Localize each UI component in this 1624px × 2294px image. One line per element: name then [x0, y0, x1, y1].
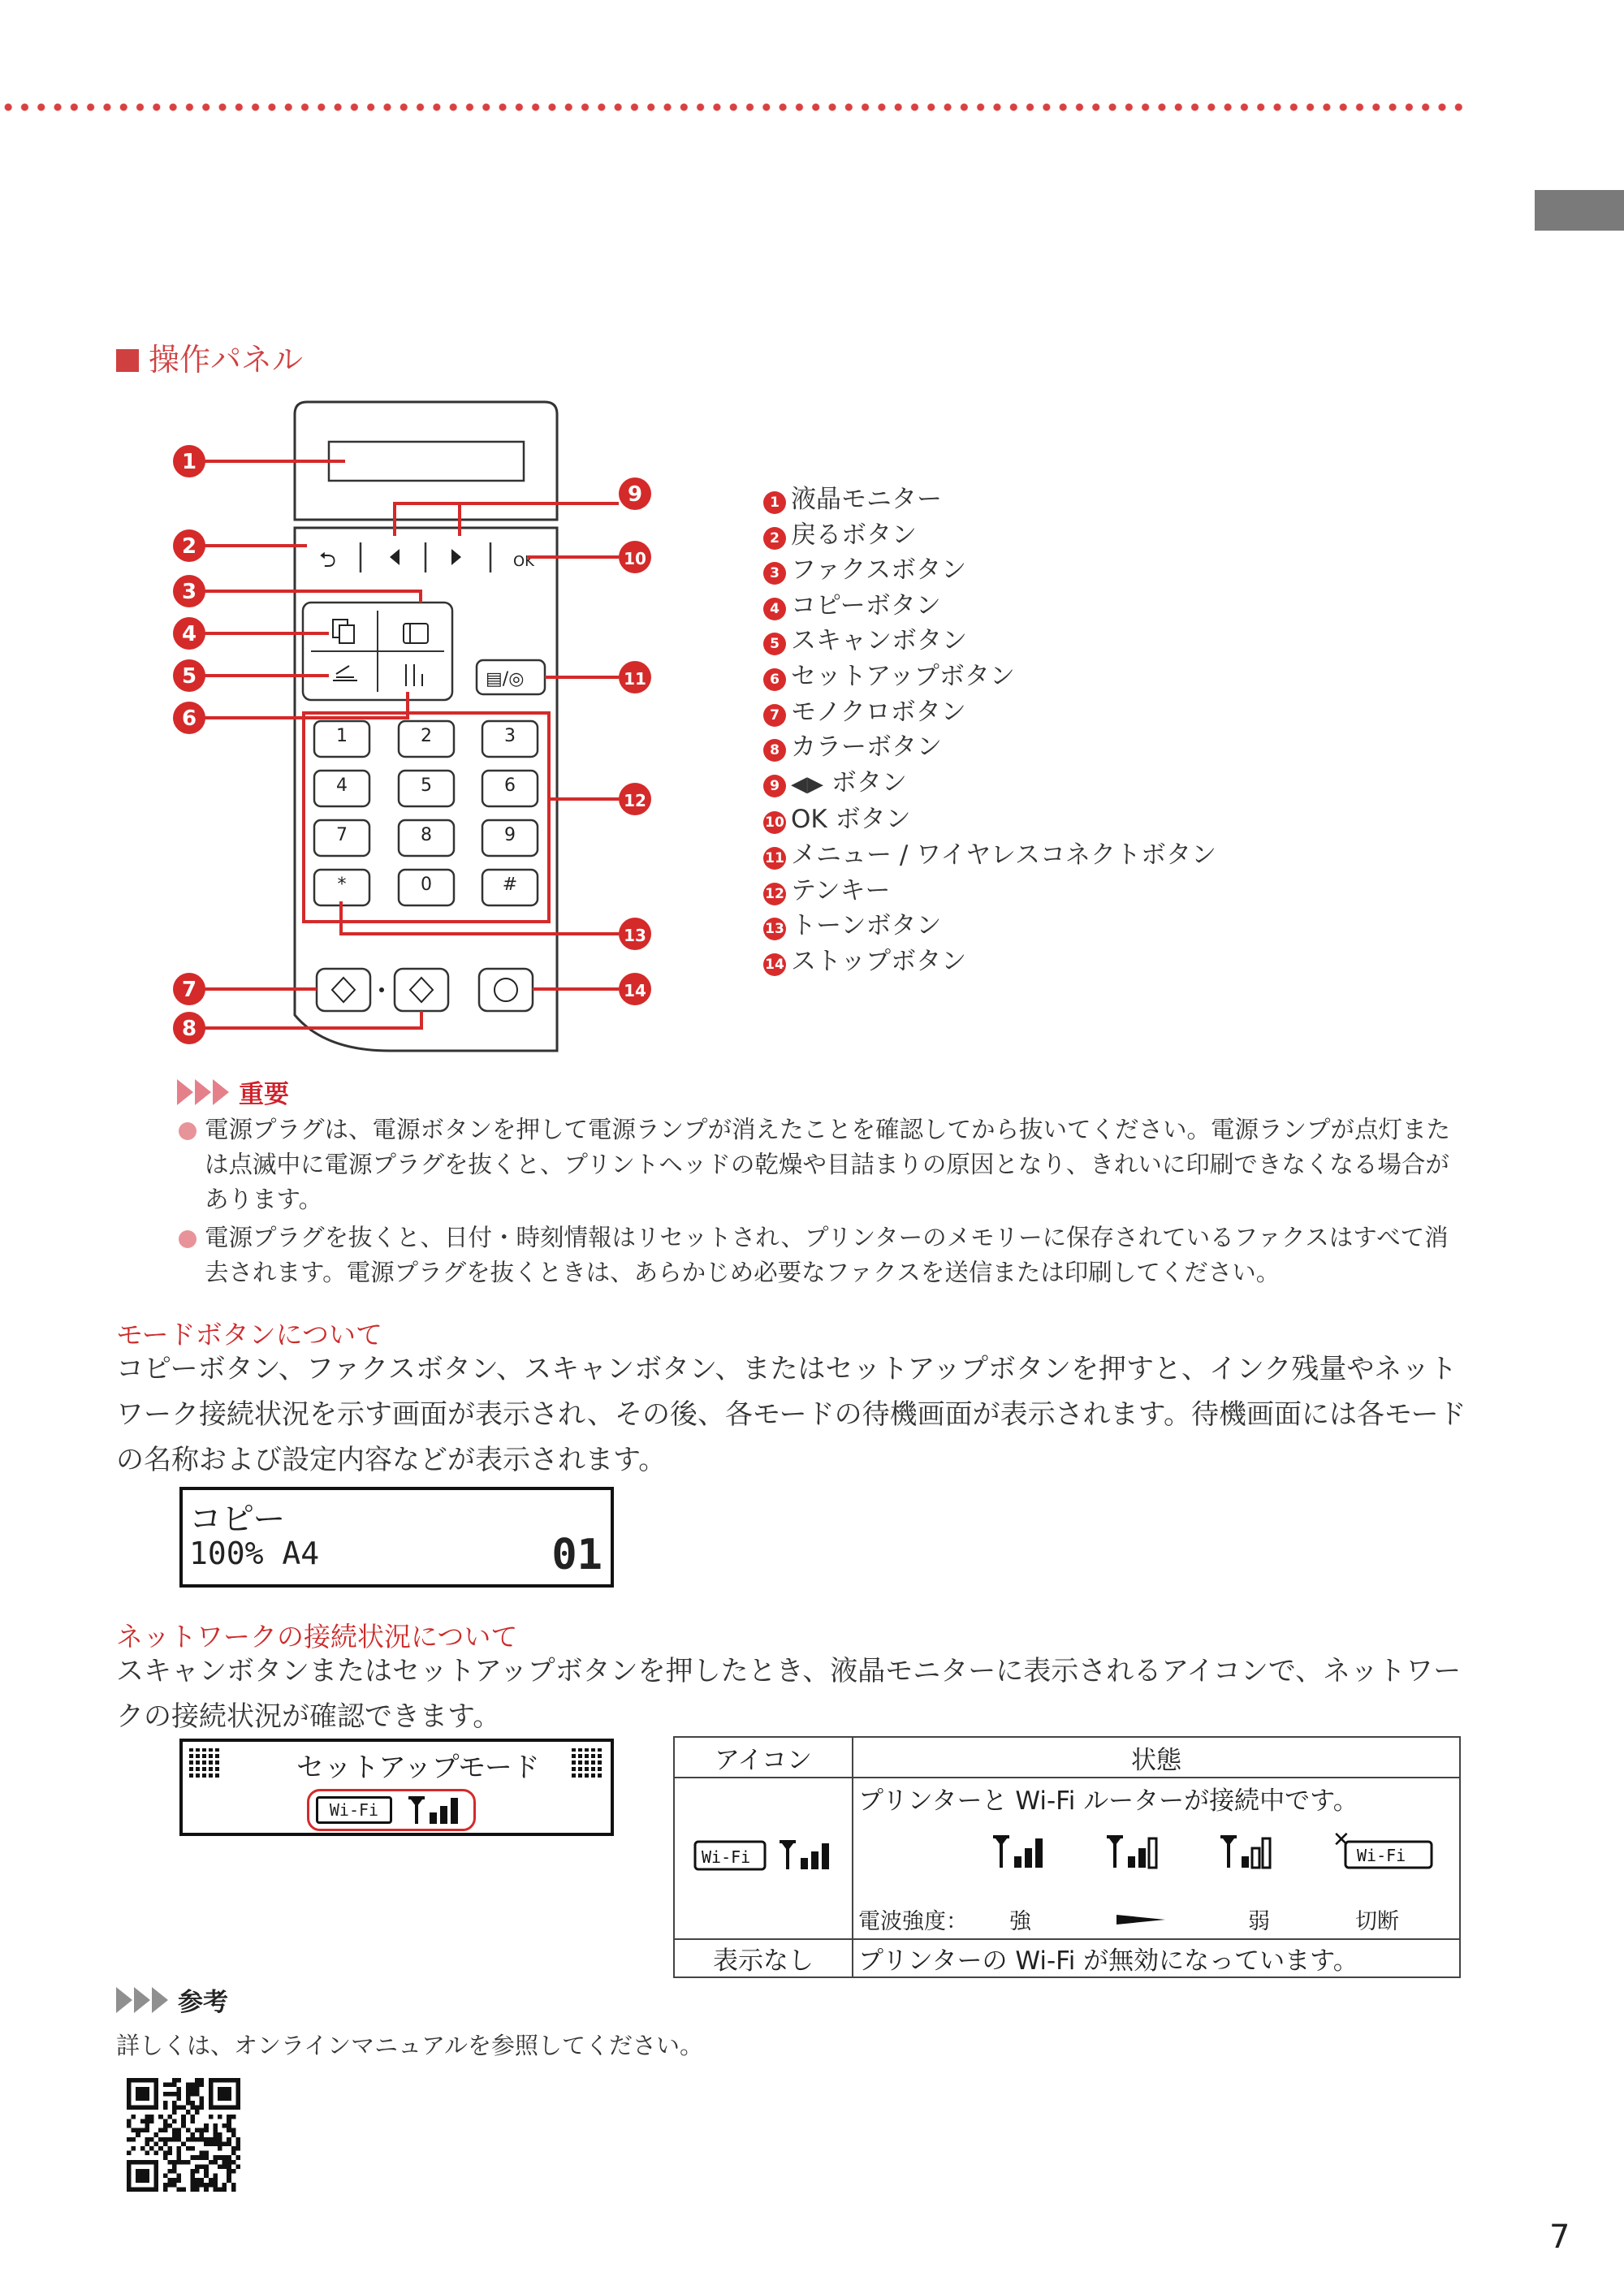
start-icon — [332, 978, 355, 1002]
keypad-key — [482, 721, 538, 757]
left-arrow-icon — [390, 549, 400, 565]
setup-icon — [406, 664, 422, 686]
svg-text:10: 10 — [624, 549, 646, 568]
color-button — [395, 969, 448, 1011]
diagram-callout-badge — [173, 575, 205, 607]
square-bullet-icon — [116, 349, 139, 372]
chapter-tab — [1535, 190, 1624, 231]
keypad-key-label: 7 — [336, 825, 348, 845]
callout-number-badge: 10 — [763, 811, 786, 834]
svg-text:✕: ✕ — [1332, 1829, 1350, 1852]
keypad-key-label: * — [337, 875, 347, 895]
diagram-callout-badge — [619, 973, 651, 1005]
disabled-state-cell: プリンターの Wi-Fi が無効になっています。 — [853, 1939, 1460, 1977]
callout-list — [763, 482, 1216, 979]
callout-label: コピーボタン — [791, 590, 941, 620]
wifi-status-highlight — [307, 1789, 476, 1831]
callout-number-badge: 14 — [763, 953, 786, 976]
connected-state-text: プリンターと Wi-Fi ルーターが接続中です。 — [858, 1786, 1358, 1816]
keypad-key-label: 6 — [504, 775, 516, 796]
callout-number-badge: 3 — [763, 562, 786, 585]
keypad-key — [399, 771, 454, 806]
callout-label: ファクスボタン — [791, 555, 967, 585]
chevron-icon — [177, 1079, 193, 1105]
diagram-callout-badge — [619, 918, 651, 950]
svg-text:13: 13 — [624, 926, 646, 945]
callout-number-badge: 5 — [763, 633, 786, 655]
svg-text:11: 11 — [624, 669, 646, 689]
callout-label: ストップボタン — [791, 946, 967, 976]
callout-number-badge: 6 — [763, 668, 786, 691]
important-bullet: 電源プラグを抜くと、日付・時刻情報はリセットされ、プリンターのメモリーに保存されているファクスはすべて消去されます。電源プラグを抜くときは、あらかじめ必要なファクスを送信または印刷してください。 — [177, 1220, 1468, 1290]
callout-item — [763, 909, 1216, 944]
signal-strength-icons — [991, 1829, 1462, 1877]
keypad-key — [314, 721, 369, 757]
svg-text:5: 5 — [181, 664, 197, 689]
svg-text:Wi-Fi: Wi-Fi — [1357, 1846, 1406, 1865]
callout-label: ボタン — [823, 767, 907, 797]
page-number: 7 — [1549, 2218, 1570, 2256]
diagram-callout-badge — [173, 702, 205, 734]
keypad-key — [399, 870, 454, 905]
lcd-setup-title: セットアップモード — [296, 1752, 540, 1784]
network-body: スキャンボタンまたはセットアップボタンを押したとき、液晶モニターに表示されるアイコンで、ネットワークの接続状況が確認できます。 — [116, 1655, 1462, 1733]
diagram-callout-badge — [619, 661, 651, 693]
copy-lcd-screen — [179, 1487, 614, 1588]
callout-number-badge: 4 — [763, 598, 786, 620]
section-title: 操作パネル — [116, 335, 303, 379]
svg-text:9: 9 — [627, 482, 643, 507]
svg-text:12: 12 — [624, 791, 646, 810]
signal-icon — [407, 1795, 464, 1825]
left-right-arrow-icon: ◀▶ — [791, 771, 823, 797]
callout-number-badge: 2 — [763, 527, 786, 550]
diagram-callout-badge — [173, 617, 205, 650]
important-bullets — [177, 1112, 1468, 1290]
callout-item — [763, 659, 1216, 695]
keypad-key-label: 2 — [421, 726, 432, 746]
right-arrow-icon — [451, 549, 461, 565]
diagram-callout-badge — [173, 973, 205, 1005]
reference-text: 詳しくは、オンラインマニュアルを参照してください。 — [116, 2032, 703, 2059]
callout-number-badge: 8 — [763, 739, 786, 762]
diagram-callout-badge — [173, 529, 205, 562]
svg-text:14: 14 — [624, 981, 646, 1000]
callout-number-badge: 1 — [763, 491, 786, 514]
keypad-key-label: 4 — [336, 775, 348, 796]
callout-item — [763, 695, 1216, 731]
reference-heading: 参考 — [116, 1981, 228, 2018]
decreasing-arrow-icon — [1116, 1912, 1165, 1926]
callout-item — [763, 624, 1216, 659]
keypad-key — [314, 870, 369, 905]
callout-number-badge: 13 — [763, 918, 786, 940]
keypad — [314, 721, 538, 905]
svg-text:2: 2 — [181, 534, 197, 559]
keypad-key-label: # — [502, 875, 518, 895]
lcd-monitor — [329, 442, 524, 481]
dotted-header-rule — [0, 102, 1470, 113]
ok-button-label: OK — [513, 553, 534, 570]
strength-legend: 電波強度： 強 弱 切断 — [858, 1909, 1399, 1934]
mode-body: コピーボタン、ファクスボタン、スキャンボタン、またはセットアップボタンを押すと、インク残量やネットワーク接続状況を示す画面が表示され、その後、各モードの待機画面が表示されます。待機画面には各モードの名称および設定内容などが表示されます。 — [116, 1353, 1466, 1476]
callout-label: テンキー — [791, 875, 891, 905]
keypad-key-label: 0 — [421, 875, 432, 895]
connected-state-cell — [853, 1778, 1460, 1939]
keypad-key — [314, 820, 369, 856]
callout-number-badge: 9 — [763, 775, 786, 797]
callout-label: メニュー / ワイヤレスコネクトボタン — [791, 840, 1216, 870]
important-heading: 重要 — [177, 1074, 289, 1110]
keypad-key — [482, 771, 538, 806]
svg-text:6: 6 — [181, 706, 197, 731]
svg-text:8: 8 — [181, 1017, 197, 1041]
svg-text:1: 1 — [181, 450, 197, 474]
callout-item — [763, 944, 1216, 980]
diagram-callout-badge — [619, 541, 651, 573]
callout-label: スキャンボタン — [791, 626, 967, 656]
callout-label: カラーボタン — [791, 732, 942, 763]
important-bullet: 電源プラグは、電源ボタンを押して電源ランプが消えたことを確認してから抜いてください。電源ランプが点灯または点滅中に電源プラグを抜くと、プリントヘッドの乾燥や目詰まりの原因となり、きれいに印刷できなくなる場合があります。 — [177, 1112, 1468, 1217]
wifi-badge: Wi-Fi — [316, 1796, 392, 1824]
fax-icon — [404, 624, 428, 643]
grid-icon — [572, 1748, 604, 1778]
start-color-icon — [410, 978, 433, 1002]
callout-item — [763, 553, 1216, 589]
wifi-signal-icon — [690, 1835, 836, 1876]
diagram-callout-badge — [173, 659, 205, 692]
keypad-key — [314, 771, 369, 806]
setup-lcd-screen — [179, 1739, 614, 1836]
mode-heading: モードボタンについて — [116, 1319, 383, 1350]
network-heading: ネットワークの接続状況について — [116, 1621, 518, 1652]
svg-text:7: 7 — [181, 978, 197, 1002]
keypad-key — [399, 721, 454, 757]
callout-label: モノクロボタン — [791, 697, 966, 727]
callout-label: OK ボタン — [791, 805, 911, 835]
network-status-table — [673, 1736, 1461, 1978]
callout-item — [763, 802, 1216, 838]
wifi-icon-cell — [674, 1778, 853, 1939]
grid-icon — [189, 1748, 222, 1778]
keypad-key-label: 9 — [504, 825, 516, 845]
diagram-callout-badge — [173, 1012, 205, 1044]
callout-label: 戻るボタン — [791, 520, 917, 550]
keypad-key — [482, 870, 538, 905]
callout-item — [763, 766, 1216, 803]
callout-number-badge: 12 — [763, 883, 786, 905]
col-header-icon: アイコン — [674, 1737, 853, 1778]
stop-button — [479, 969, 533, 1011]
scan-icon — [333, 666, 357, 680]
svg-text:3: 3 — [181, 580, 197, 604]
callout-item — [763, 838, 1216, 874]
keypad-key-label: 8 — [421, 825, 432, 845]
keypad-key-label: 3 — [504, 726, 516, 746]
svg-text:Wi-Fi: Wi-Fi — [702, 1847, 751, 1867]
keypad-key-label: 1 — [336, 726, 348, 746]
diagram-callout-badge — [173, 445, 205, 477]
keypad-key — [399, 820, 454, 856]
diagram-callout-badge — [619, 783, 651, 815]
callout-item — [763, 518, 1216, 554]
keypad-key-label: 5 — [421, 775, 432, 796]
no-icon-cell: 表示なし — [674, 1939, 853, 1977]
callout-label: 液晶モニター — [791, 485, 942, 514]
col-header-state: 状態 — [853, 1737, 1460, 1778]
diagram-callout-badge — [619, 477, 651, 510]
lcd-settings: 100% A4 — [189, 1536, 320, 1571]
callout-label: トーンボタン — [791, 911, 942, 941]
lcd-mode-label: コピー — [189, 1501, 286, 1538]
callout-number-badge: 11 — [763, 847, 786, 870]
callout-item — [763, 589, 1216, 624]
operation-panel-diagram — [154, 390, 739, 1064]
qr-code-icon[interactable] — [127, 2077, 240, 2192]
svg-text:▤/◎: ▤/◎ — [486, 669, 525, 689]
callout-label: セットアップボタン — [791, 661, 1015, 691]
black-button — [317, 969, 370, 1011]
keypad-key — [482, 820, 538, 856]
lcd-copies: 01 — [551, 1531, 603, 1579]
stop-icon — [495, 979, 517, 1001]
callout-item — [763, 482, 1216, 518]
callout-number-badge: 7 — [763, 704, 786, 727]
svg-text:4: 4 — [181, 622, 197, 646]
chevron-icon — [116, 1987, 132, 2013]
callout-item — [763, 874, 1216, 909]
back-icon: ⮌ — [319, 548, 336, 572]
callout-item — [763, 730, 1216, 766]
